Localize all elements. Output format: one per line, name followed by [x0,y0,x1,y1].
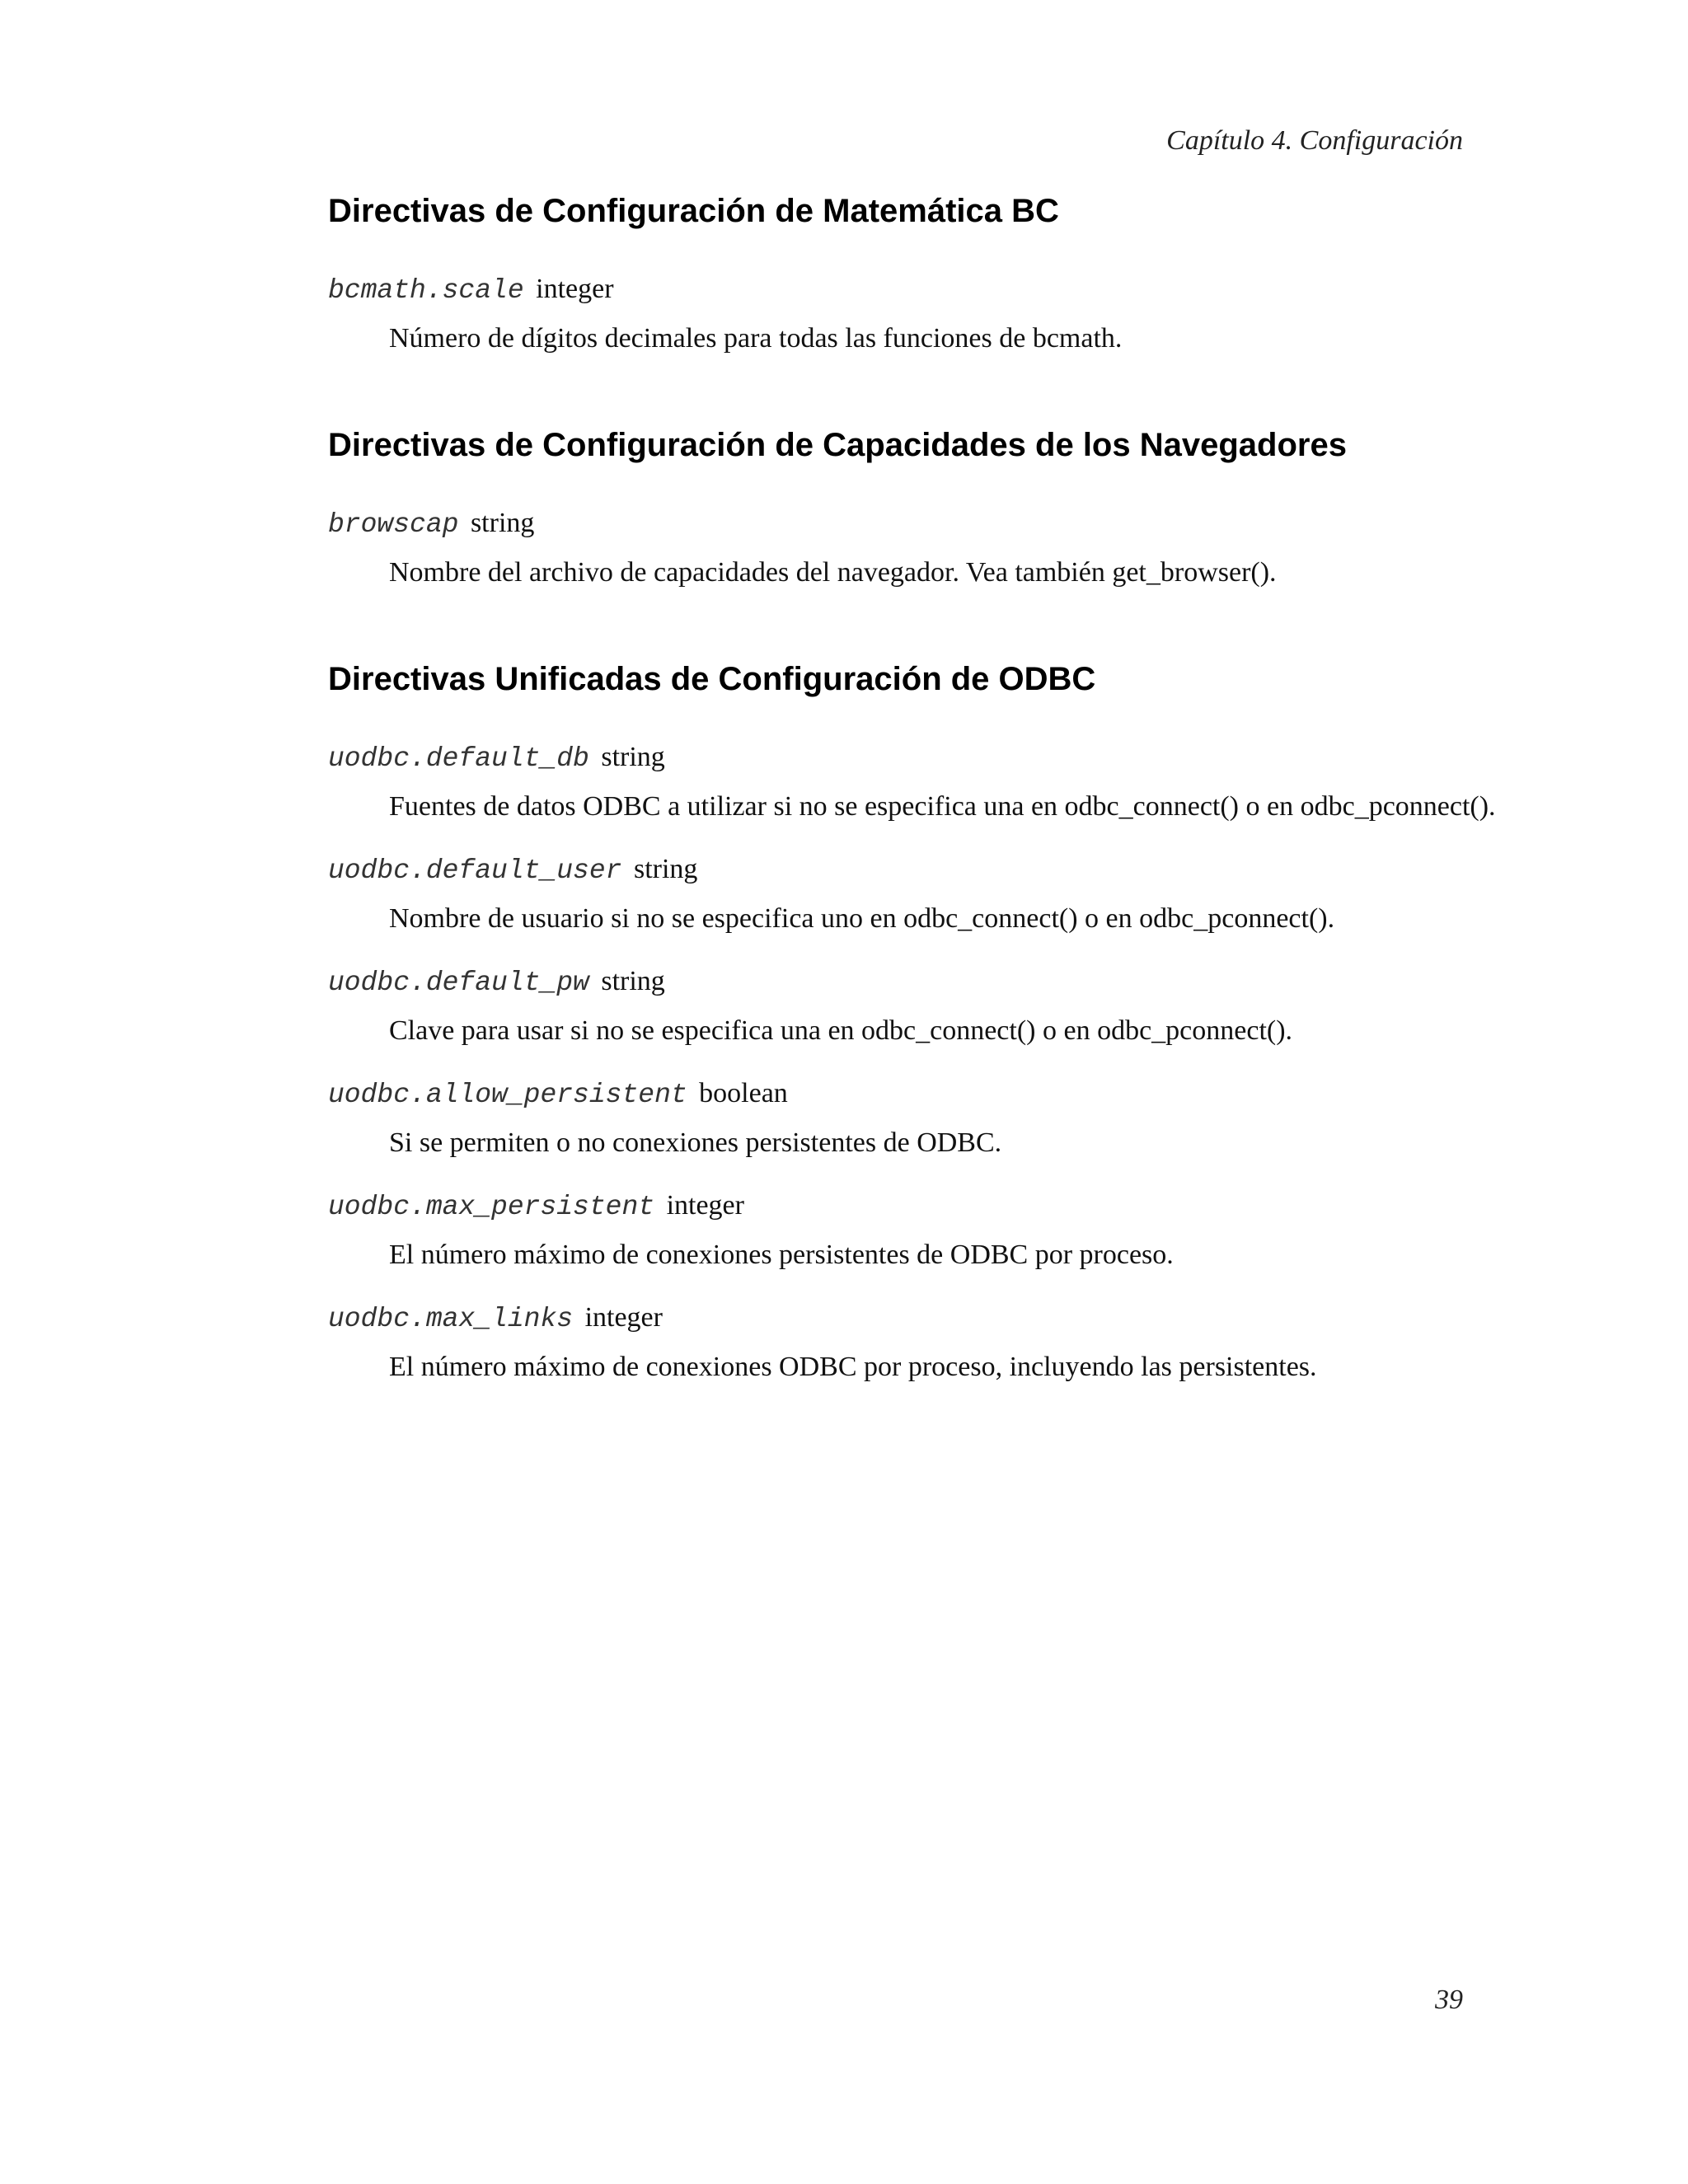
directive-description: Nombre del archivo de capacidades del navegador. Vea también get_browser(). [389,557,1277,588]
directive-term [328,1182,1482,1231]
directive-term [328,1070,1482,1119]
directive-term [328,499,1482,549]
directive-entry [328,265,1482,363]
directive-description: Nombre de usuario si no se especifica uno en odbc_connect() o en odbc_pconnect(). [389,903,1335,934]
directive-name: uodbc.default_pw [328,968,589,998]
directive-name: uodbc.default_db [328,743,589,774]
directive-entry [328,958,1482,1055]
section-title: Directivas Unificadas de Configuración de ODBC [328,661,1096,697]
directive-type: integer [536,274,614,304]
directive-entry [328,1294,1482,1391]
section-uodbc [328,654,1496,1391]
directive-type: string [470,508,535,538]
directive-entry [328,1182,1482,1279]
directive-entry [328,1070,1482,1167]
directive-term [328,1294,1482,1343]
directive-type: integer [666,1190,744,1221]
directive-name: uodbc.allow_persistent [328,1080,687,1110]
directive-entry [328,733,1496,831]
directive-type: integer [584,1302,663,1333]
directive-name: uodbc.default_user [328,855,622,886]
directive-name: bcmath.scale [328,275,524,306]
directive-name: browscap [328,509,459,540]
directive-type: boolean [699,1078,788,1108]
directive-description: Si se permiten o no conexiones persistentes de ODBC. [389,1127,1002,1158]
directive-type: string [601,742,665,772]
directive-description: Número de dígitos decimales para todas las funciones de bcmath. [389,323,1123,354]
directive-type: string [633,854,698,884]
page-number: 39 [1435,1985,1463,2015]
section-title: Directivas de Configuración de Capacidades de los Navegadores [328,427,1347,463]
section-browscap [328,420,1482,597]
directive-entry [328,499,1482,597]
directive-type: string [601,966,665,996]
section-title: Directivas de Configuración de Matemática BC [328,193,1059,229]
directive-name: uodbc.max_links [328,1304,574,1334]
directive-name: uodbc.max_persistent [328,1192,655,1222]
directive-term [328,265,1482,315]
section-bcmath [328,186,1482,363]
directive-description: El número máximo de conexiones ODBC por proceso, incluyendo las persistentes. [389,1352,1317,1382]
directive-description: Clave para usar si no se especifica una en odbc_connect() o en odbc_pconnect(). [389,1015,1293,1046]
directive-term [328,958,1482,1007]
directive-entry [328,846,1482,943]
running-header: Capítulo 4. Configuración [1166,125,1463,156]
directive-description: Fuentes de datos ODBC a utilizar si no se especifica una en odbc_connect() o en odbc_pconnect(). [389,791,1496,822]
directive-description: El número máximo de conexiones persistentes de ODBC por proceso. [389,1240,1174,1270]
page-content [328,186,1496,1449]
directive-term [328,733,1482,783]
directive-term [328,846,1482,895]
